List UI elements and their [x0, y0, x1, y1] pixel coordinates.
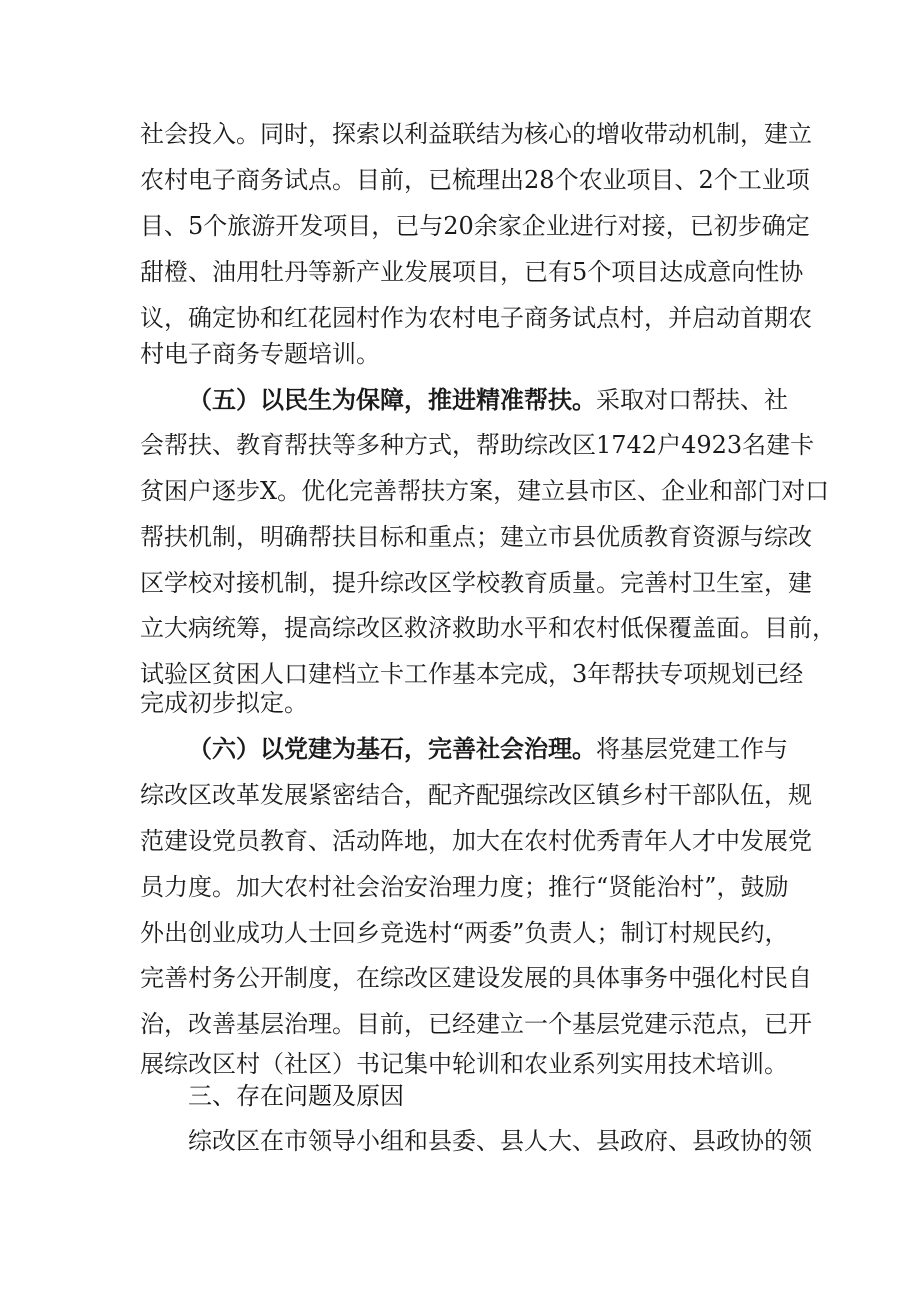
paragraph-line: 展综改区村（社区）书记集中轮训和农业系列实用技术培训。 — [140, 1050, 788, 1078]
paragraph-line: 议，确定协和红花园村作为农村电子商务试点村，并启动首期农 — [140, 304, 812, 332]
paragraph-line: 目、5个旅游开发项目，已与20余家企业进行对接，已初步确定 — [140, 212, 810, 240]
subsection-title-6: （六）以党建为基石，完善社会治理。 — [188, 734, 596, 763]
paragraph-line: 立大病统筹，提高综改区救济救助水平和农村低保覆盖面。目前， — [140, 614, 836, 642]
paragraph-line: 社会投入。同时，探索以利益联结为核心的增收带动机制，建立 — [140, 120, 812, 148]
paragraph-line: 完善村务公开制度，在综改区建设发展的具体事务中强化村民自 — [140, 964, 812, 992]
paragraph-line: 完成初步拟定。 — [140, 689, 308, 717]
paragraph-line: 外出创业成功人士回乡竞选村“两委”负责人；制订村规民约， — [140, 919, 789, 947]
paragraph-line: 员力度。加大农村社会治安治理力度；推行“贤能治村”，鼓励 — [140, 873, 789, 901]
paragraph-line: 区学校对接机制，提升综改区学校教育质量。完善村卫生室，建 — [140, 569, 812, 597]
paragraph-line: 治，改善基层治理。目前，已经建立一个基层党建示范点，已开 — [140, 1010, 812, 1038]
paragraph-line: 会帮扶、教育帮扶等多种方式，帮助综改区1742户4923名建卡 — [140, 431, 815, 459]
paragraph-text: 将基层党建工作与 — [596, 735, 788, 763]
paragraph-first-line: 综改区在市领导小组和县委、县人大、县政府、县政协的领 — [188, 1127, 812, 1155]
section-heading: 三、存在问题及原因 — [188, 1082, 404, 1110]
paragraph-line: 综改区改革发展紧密结合，配齐配强综改区镇乡村干部队伍，规 — [140, 781, 812, 809]
paragraph-line: 试验区贫困人口建档立卡工作基本完成，3年帮扶专项规划已经 — [140, 660, 804, 688]
paragraph-line: 范建设党员教育、活动阵地，加大在农村优秀青年人才中发展党 — [140, 827, 812, 855]
paragraph-line: 帮扶机制，明确帮扶目标和重点；建立市县优质教育资源与综改 — [140, 523, 812, 551]
paragraph-line: 贫困户逐步X。优化完善帮扶方案，建立县市区、企业和部门对口 — [140, 477, 830, 505]
paragraph-first-line — [188, 732, 788, 766]
subsection-title-5: （五）以民生为保障，推进精准帮扶。 — [188, 385, 596, 414]
paragraph-line: 甜橙、油用牡丹等新产业发展项目，已有5个项目达成意向性协 — [140, 258, 804, 286]
paragraph-line: 村电子商务专题培训。 — [140, 340, 380, 368]
paragraph-first-line — [188, 383, 788, 417]
paragraph-text: 采取对口帮扶、社 — [596, 386, 788, 414]
paragraph-line: 农村电子商务试点。目前，已梳理出28个农业项目、2个工业项 — [140, 166, 810, 194]
